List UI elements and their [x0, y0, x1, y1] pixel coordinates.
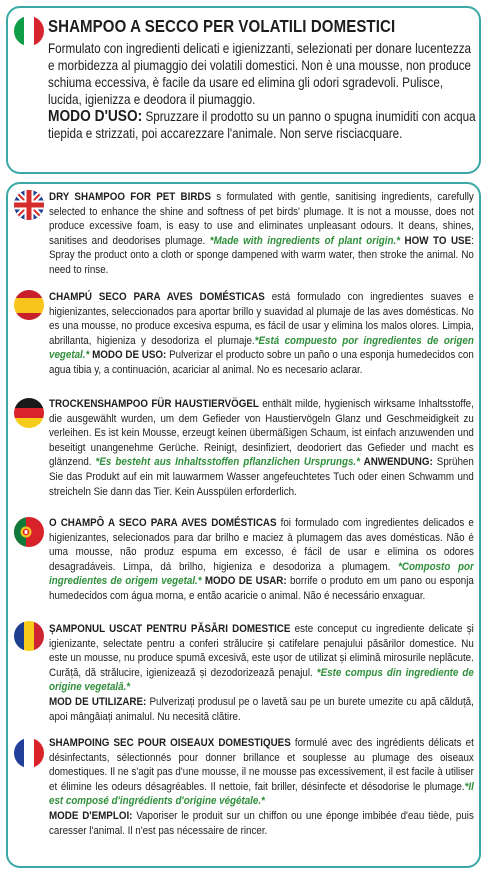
spain-flag-icon [14, 290, 44, 320]
romanian-plant-origin: *Este compus din ingrediente de origine vegetală.* [49, 666, 474, 694]
portugal-flag-icon [14, 517, 44, 547]
spanish-title: CHAMPÚ SECO PARA AVES DOMÉSTICAS [49, 291, 265, 303]
portuguese-usage: borrife o produto em um pano ou esponja humedecidos com água morna, e então acaricie o animal. Não é necessário enxaguar. [49, 575, 474, 602]
romanian-usage: Pulverizați produsul pe o lavetă sau pe un burete umezite cu apă călduță, apoi mângâiați animalul. Nu necesită clătire. [49, 695, 474, 723]
french-plant-origin: *Il est composé d'ingrédients d'origine végétale.* [49, 780, 474, 808]
romanian-title: ȘAMPONUL USCAT PENTRU PĂSĂRI DOMESTICE [49, 623, 291, 635]
italian-description [48, 40, 476, 142]
portuguese-plant-origin: *Composto por ingredientes de origem vegetal.* [49, 560, 474, 588]
uk-flag-icon [14, 190, 44, 220]
italian-body-text: Formulato con ingredienti delicati e igienizzanti, selezionati per donare lucentezza e morbidezza al piumaggio dei volatili domestici. Non è una mousse, non produce schiuma eccessiva, è facile da usare ed elimina gli odori sgradevoli. Pulisce, lucida, igienizza e deodora il piumaggio. [48, 41, 472, 107]
italy-flag-icon [14, 16, 44, 46]
german-body: enthält milde, hygienisch wirksame Inhaltsstoffe, die ausgewählt wurden, um dem Gefieder von Haustiervögeln Glanz und Geschmeidigkeit zu verleihen. Es ist kein Mousse, erzeugt keinen übermäßigen Schaum, ist einfach anzuwenden und beseitigt unangenehme Gerüche. Reinigt, desinfiziert, deodoriert das Gefieder und macht es glänzend. [49, 398, 474, 469]
portuguese-section [49, 516, 474, 604]
english-usage-heading: HOW TO USE [400, 234, 472, 247]
portuguese-usage-heading: MODO DE USAR: [201, 575, 287, 588]
france-flag-icon [14, 738, 44, 768]
german-title: TROCKENSHAMPOO FÜR HAUSTIERVÖGEL [49, 398, 259, 410]
french-usage-heading: MODE D'EMPLOI: [49, 809, 133, 822]
portuguese-title: O CHAMPÔ A SECO PARA AVES DOMÉSTICAS [49, 517, 277, 529]
english-usage: : Spray the product onto a cloth or sponge dampened with warm water, then stroke the animal. No need to rinse. [49, 234, 474, 276]
english-title: DRY SHAMPOO FOR PET BIRDS [49, 191, 212, 203]
french-body: formulé avec des ingrédients délicats et désinfectants, sélectionnés pour donner brillance et souplesse au plumage des oiseaux domestiques. Il ne s'agit pas d'une mousse, il ne mousse pas excessivement, il est facile à utiliser et élimine les odeurs désagréables. Il nettoie, fait briller, désinfecte et désodorise le plumage. [49, 737, 474, 793]
portuguese-body: foi formulado com ingredientes delicados e higienizantes, selecionados para dar brilho e maciez à plumagem das aves domésticas. Não é uma mousse, não produz espuma em excesso, é fácil de usar e elimina os odores desagradáveis. Limpa, dá brilho, higieniza e desodoriza a plumagem. [49, 517, 474, 573]
german-usage-heading: ANWENDUNG: [359, 456, 433, 469]
german-usage: Sprühen Sie das Produkt auf ein mit lauwarmem Wasser angefeuchtetes Tuch oder einen Schwamm und streicheln Sie dann das Tier. Kein Ausspülen erforderlich. [49, 456, 474, 498]
english-body: s formulated with gentle, sanitising ingredients, carefully selected to enhance the shine and softness of pet birds' plumage. It is not a mousse, does not produce excessive foam, is easy to use and eliminates unpleasant odours. It deans, shines, sanitises and deodorises plumage. [49, 191, 474, 247]
spanish-section [49, 290, 474, 378]
spanish-usage: Pulverizar el producto sobre un paño o una esponja humedecidos con agua tibia y, a continuación, acariciar al animal. No es necesario aclarar. [49, 349, 474, 376]
romanian-body: este conceput cu ingrediente delicate și igienizante, selectate pentru a conferi strălucire și catifelare penajului păsărilor domestice. Nu este un mousse, nu produce spumă excesivă, este ușor de utilizat și elimină mirosurile neplăcute. Curăță, dă strălucire, igienizează și dezodorizează penajul. [49, 623, 474, 679]
italian-usage-heading: MODO D'USO: [48, 108, 143, 125]
germany-flag-icon [14, 398, 44, 428]
german-plant-origin: *Es besteht aus Inhaltsstoffen pflanzlichen Ursprungs.* [95, 456, 360, 469]
spanish-body: está formulado con ingredientes suaves e higienizantes, seleccionados para aportar brillo y suavidad al plumaje de las aves domésticas. No es una mousse, no produce excesiva espuma, es fácil de usar y elimina los malos olores. Limpia, abrillanta, higieniza y desodoriza el plumaje. [49, 291, 474, 347]
french-usage: Vaporiser le produit sur un chiffon ou une éponge imbibée d'eau tiède, puis caresser l'animal. Il n'est pas nécessaire de rincer. [49, 809, 474, 837]
french-section [49, 736, 474, 838]
english-section [49, 190, 474, 278]
spanish-plant-origin: *Está compuesto por ingredientes de origen vegetal.* [49, 334, 474, 362]
english-plant-origin: *Made with ingredients of plant origin.* [209, 234, 401, 247]
romania-flag-icon [14, 621, 44, 651]
italian-usage-text: Spruzzare il prodotto su un panno o spugna inumiditi con acqua tiepida e strizzati, poi accarezzare l'animale. Non serve risciacquare. [48, 109, 476, 141]
german-section [49, 397, 474, 499]
romanian-usage-heading: MOD DE UTILIZARE: [49, 695, 147, 708]
italian-title: SHAMPOO A SECCO PER VOLATILI DOMESTICI [48, 16, 396, 36]
romanian-section [49, 622, 474, 724]
french-title: SHAMPOING SEC POUR OISEAUX DOMESTIQUES [49, 737, 291, 749]
spanish-usage-heading: MODO DE USO: [89, 349, 167, 362]
